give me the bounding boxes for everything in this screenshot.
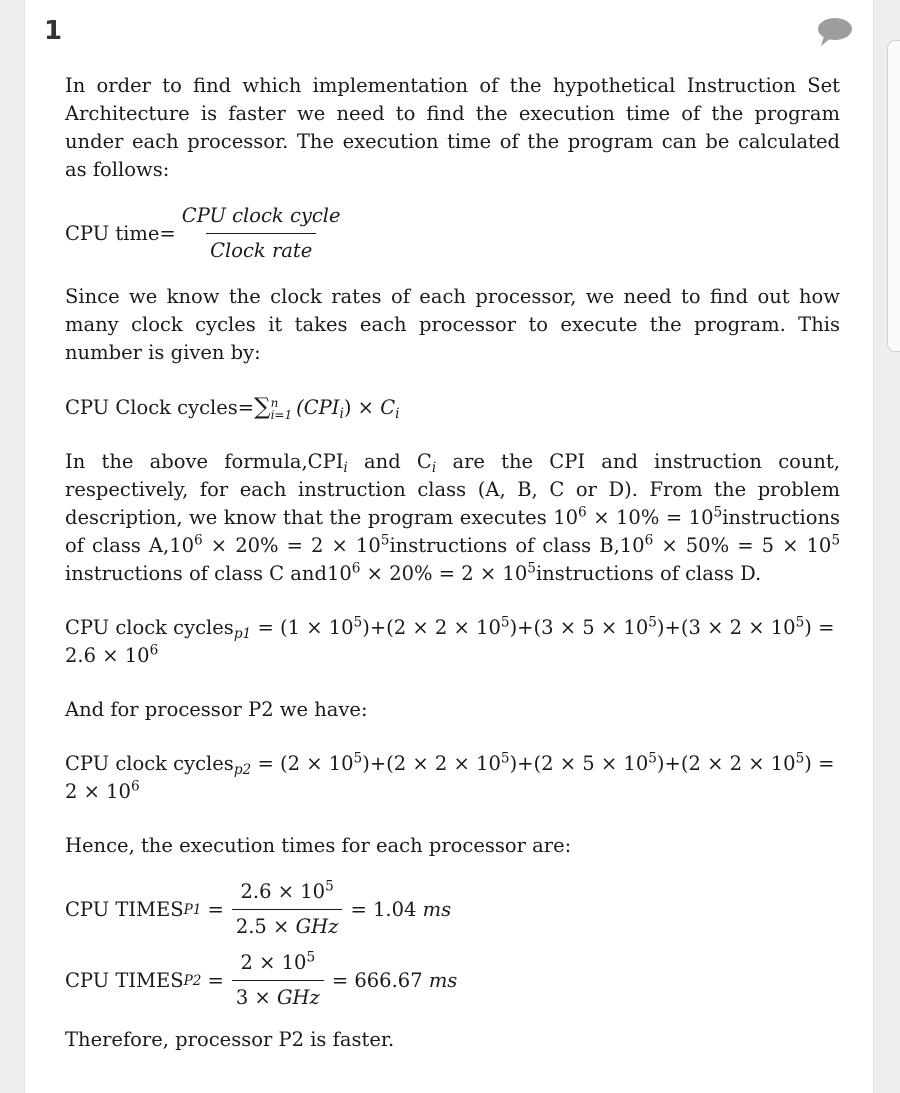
cpu-time-numerator: CPU clock cycle [181, 204, 341, 227]
exp: 6 [194, 532, 203, 549]
formula-text-10: × 20% = 2 × 10 [366, 562, 528, 585]
p2-result: 2 × 10 [65, 780, 131, 803]
t2-result: = 666.67 [331, 968, 423, 992]
cpu-time-label: CPU time= [65, 221, 176, 245]
t2-denominator-b: GHz [276, 986, 320, 1009]
cycles-formula [65, 393, 840, 422]
t1-numerator: 2.6 × 10 [240, 880, 326, 903]
p1-expr-4: )+(3 × 2 × 10 [656, 616, 796, 639]
exp: 5 [831, 532, 841, 549]
exp: 5 [795, 750, 805, 767]
exp: 5 [500, 614, 510, 631]
sum-c-sub: i [395, 406, 400, 423]
formula-text-2: and C [364, 450, 432, 473]
formula-text-8: × 50% = 5 × 10 [661, 534, 832, 557]
cpu-time-denominator: Clock rate [206, 233, 316, 265]
exp: 5 [353, 750, 363, 767]
exp: 5 [306, 949, 316, 966]
formula-text-11: instructions of class D. [535, 562, 762, 585]
p2-cycles-formula [65, 750, 840, 806]
exp: 5 [648, 614, 657, 631]
sum-term-sub: i [339, 406, 344, 423]
p1-time-formula: CPU TIMES P1 = $\frac{2.6 \times 10^5}{\text{2.5 × GHz}}$ = 1.04 ms [65, 878, 840, 941]
formula-text-9: instructions of class C and10 [65, 562, 352, 585]
sum-upper: n [270, 395, 279, 410]
answer-number: 1 [44, 16, 63, 46]
p2-expr-2: )+(2 × 2 × 10 [362, 752, 501, 775]
p2-expr-5: ) = [804, 752, 835, 775]
t2-label: CPU TIMES [65, 968, 184, 992]
exp: 5 [527, 560, 536, 577]
p1-label: CPU clock cycles [65, 616, 234, 639]
sum-lower: i=1 [270, 407, 293, 422]
p2-expr-4: )+(2 × 2 × 10 [656, 752, 796, 775]
p2-sub: p2 [233, 762, 252, 779]
exp: 5 [795, 614, 805, 631]
exp: 5 [648, 750, 657, 767]
p1-expr-2: )+(2 × 2 × 10 [362, 616, 501, 639]
p1-expr-5: ) = [804, 616, 835, 639]
t2-unit: ms [428, 968, 458, 992]
conclusion: Therefore, processor P2 is faster. [65, 1028, 395, 1051]
t1-result: = 1.04 [350, 897, 417, 921]
c-sub: i [431, 460, 437, 477]
sum-symbol: ∑ [254, 394, 271, 420]
p1-result: 2.6 × 10 [65, 644, 150, 667]
formula-text-6: × 20% = 2 × 10 [210, 534, 381, 557]
formula-text-4: × 10% = 10 [593, 506, 714, 529]
exp: 6 [130, 778, 140, 795]
answer-body [65, 72, 840, 1054]
formula-text-3: are the CPI and instruction count, respectively, for each instruction class (A, B, C or D). From the problem description, we know that the program executes 10 [65, 450, 841, 529]
t1-equals: = [207, 897, 224, 921]
p1-expr-1: = (1 × 10 [257, 616, 354, 639]
exp: 6 [644, 532, 654, 549]
exp: 5 [713, 504, 723, 521]
cpi-sub: i [343, 460, 348, 477]
p2-expr-3: )+(2 × 5 × 10 [509, 752, 649, 775]
sum-term-close: ) × [343, 396, 374, 419]
p2-expr-1: = (2 × 10 [257, 752, 354, 775]
p1-sub: p1 [233, 626, 252, 643]
formula-text-1: In the above formula,CPI [65, 450, 344, 473]
cycles-label: CPU Clock cycles= [65, 396, 255, 419]
t1-unit: ms [422, 897, 452, 921]
formula-paragraph [65, 448, 840, 588]
sum-c: C [380, 396, 396, 419]
p2-intro: And for processor P2 we have: [65, 698, 368, 721]
t1-denominator-b: GHz [295, 915, 339, 938]
scrollbar[interactable] [887, 40, 900, 352]
p2-time-formula: CPU TIMES P2 = $\frac{2 \times 10^5}{\text{3 × GHz}}$ = 666.67 ms [65, 949, 840, 1012]
formula-text-7: instructions of class B,10 [389, 534, 645, 557]
t1-label: CPU TIMES [65, 897, 184, 921]
t2-denominator-a: 3 × [235, 986, 271, 1009]
p1-cycles-formula [65, 614, 840, 670]
t1-denominator-a: 2.5 × [235, 915, 290, 938]
t2-equals: = [207, 968, 224, 992]
cpu-time-formula [65, 202, 840, 265]
exp: 6 [578, 504, 587, 521]
exp: 5 [500, 750, 510, 767]
p2-label: CPU clock cycles [65, 752, 234, 775]
hence-paragraph: Hence, the execution times for each processor are: [65, 834, 572, 857]
exp: 5 [380, 532, 390, 549]
comment-icon[interactable] [816, 16, 854, 50]
clock-paragraph: Since we know the clock rates of each processor, we need to find out how many clock cycles it takes each processor to execute the program. This number is given by: [65, 285, 840, 364]
p1-expr-3: )+(3 × 5 × 10 [509, 616, 649, 639]
exp: 6 [351, 560, 361, 577]
intro-paragraph: In order to find which implementation of the hypothetical Instruction Set Architecture is faster we need to find the execution time of the program under each processor. The execution time of the program can be calculated as follows: [65, 74, 840, 181]
sum-term: (CPI [296, 396, 340, 419]
formula-text-5: instructions of class A,10 [65, 506, 841, 557]
exp: 5 [325, 878, 334, 895]
exp: 6 [149, 642, 159, 659]
exp: 5 [353, 614, 363, 631]
t2-numerator: 2 × 10 [240, 951, 307, 974]
